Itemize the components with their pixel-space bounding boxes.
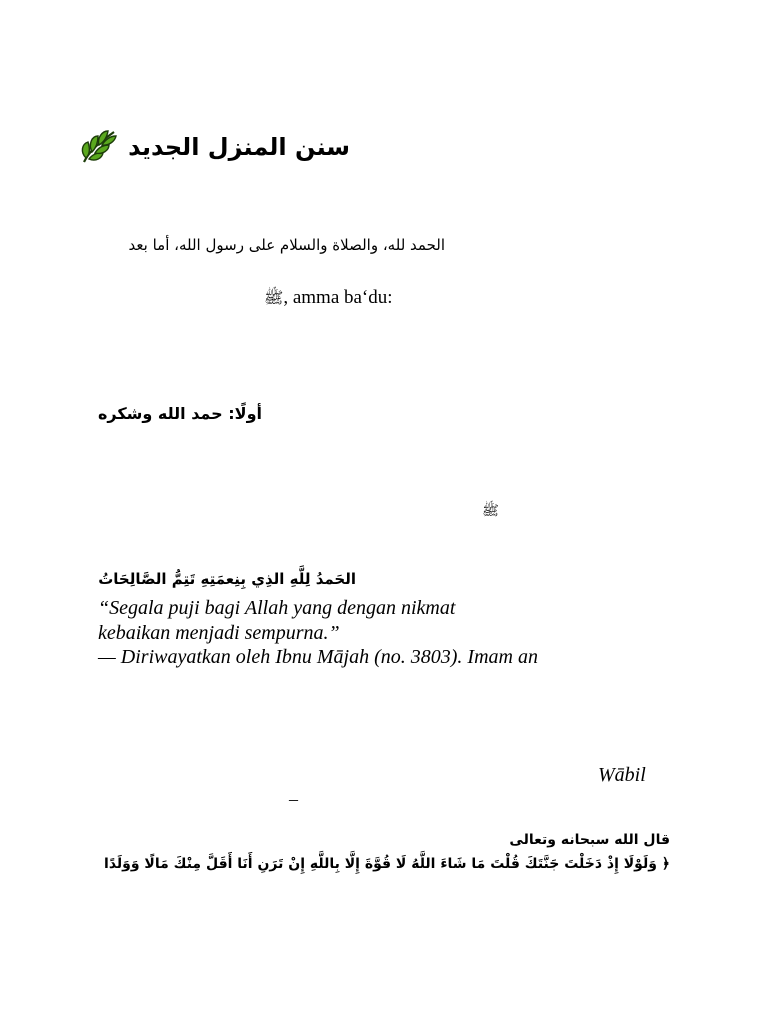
hadith-arabic: الحَمدُ لِلَّهِ الذِي بِنِعمَتِهِ تَتِمُّ الصَّالِحَاتُ bbox=[98, 570, 356, 588]
wabil-fragment: Wābil bbox=[598, 764, 646, 786]
opening-latin-text: , amma ba‘du: bbox=[283, 287, 393, 308]
hadith-source: — Diriwayatkan oleh Ibnu Mājah (no. 3803). Imam an bbox=[98, 646, 538, 668]
quran-verse: ﴿ وَلَوْلَا إِذْ دَخَلْتَ جَنَّتَكَ قُلْتَ مَا شَاءَ اللَّهُ لَا قُوَّةَ إِلَّا بِاللَّهِ إِنْ تَرَنِ أَنَا أَقَلَّ مِنْكَ مَالًا وَوَلَدًا bbox=[104, 856, 670, 872]
opening-arabic-line: الحمد لله، والصلاة والسلام على رسول الله، أما بعد bbox=[128, 236, 445, 254]
leaf-icon bbox=[78, 128, 120, 166]
quran-intro: قال الله سبحانه وتعالى bbox=[509, 832, 670, 848]
hadith-translation-line-2: kebaikan menjadi sempurna.” bbox=[98, 622, 340, 644]
salawat-symbol: ﷺ bbox=[264, 288, 284, 307]
salawat-symbol-standalone: ﷺ bbox=[482, 503, 499, 519]
hadith-translation-line-1: “Segala puji bagi Allah yang dengan nikmat bbox=[98, 597, 456, 619]
section-heading: أولًا: حمد الله وشكره bbox=[97, 404, 262, 423]
page-title: سنن المنزل الجديد bbox=[128, 133, 350, 161]
dash-fragment: – bbox=[289, 789, 298, 809]
opening-latin-line bbox=[264, 287, 393, 311]
title-row bbox=[100, 124, 350, 170]
